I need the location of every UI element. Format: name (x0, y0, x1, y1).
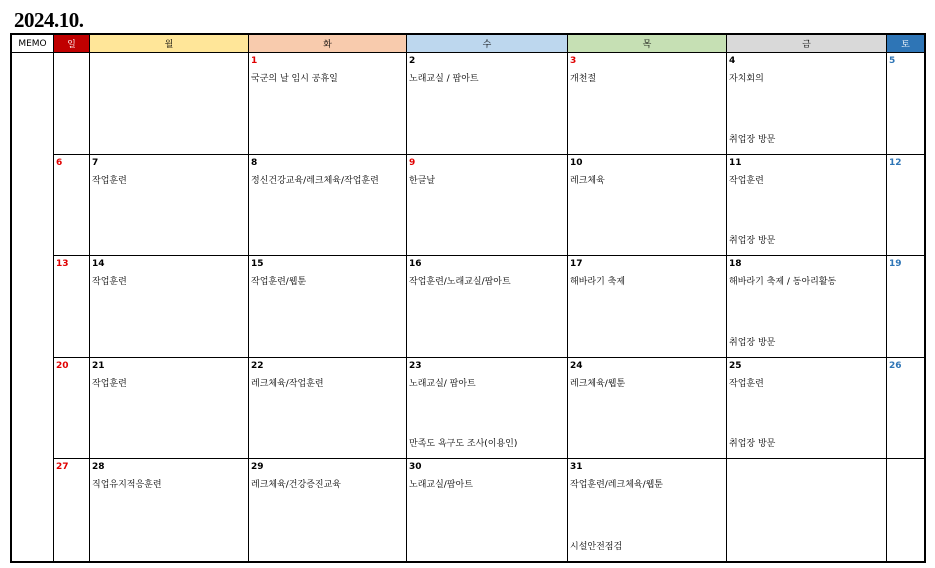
day-cell[interactable] (727, 155, 887, 257)
day-number: 21 (92, 360, 105, 371)
day-cell[interactable] (249, 358, 407, 460)
day-cell[interactable] (568, 358, 727, 460)
day-cell[interactable] (727, 358, 887, 460)
day-number: 18 (729, 259, 742, 270)
event-text: 해바라기 축제 (570, 277, 626, 288)
day-number: 22 (251, 360, 264, 371)
event-text: 개천절 (570, 74, 597, 84)
day-number: 15 (251, 259, 264, 270)
event-text: 작업훈련/웹툰 (251, 277, 307, 288)
day-cell[interactable] (90, 358, 249, 460)
day-cell[interactable] (568, 459, 727, 561)
day-number: 3 (570, 56, 577, 66)
day-cell[interactable] (90, 256, 249, 358)
day-number: 2 (409, 56, 416, 66)
day-cell[interactable] (887, 256, 924, 358)
day-number: 24 (570, 360, 583, 371)
event-text: 작업훈련 (92, 277, 127, 288)
event-text: 작업훈련 (92, 378, 127, 389)
day-cell[interactable] (407, 155, 568, 257)
day-cell[interactable] (568, 256, 727, 358)
day-number: 5 (889, 56, 896, 66)
header-wednesday: 수 (407, 35, 568, 53)
day-number: 30 (409, 462, 422, 473)
header-saturday: 토 (887, 35, 924, 53)
day-cell[interactable] (90, 459, 249, 561)
day-cell[interactable] (54, 53, 90, 155)
event-text-secondary: 시설안전점검 (570, 541, 623, 552)
day-cell[interactable] (90, 155, 249, 257)
page-title: 2024.10. (14, 8, 84, 32)
event-text: 정신건강교육/레크체육/작업훈련 (251, 175, 379, 186)
day-cell[interactable] (249, 459, 407, 561)
event-text: 작업훈련 (729, 378, 764, 389)
memo-header: MEMO (12, 35, 54, 53)
day-number: 16 (409, 259, 422, 270)
day-number: 29 (251, 462, 264, 473)
day-number: 14 (92, 259, 105, 270)
day-cell[interactable] (407, 459, 568, 561)
day-cell[interactable] (249, 256, 407, 358)
day-cell[interactable] (54, 256, 90, 358)
day-number: 26 (889, 360, 902, 371)
day-cell[interactable] (407, 358, 568, 460)
day-cell[interactable] (887, 459, 924, 561)
day-number: 7 (92, 157, 99, 168)
memo-column[interactable] (12, 53, 54, 561)
day-number: 1 (251, 56, 258, 66)
day-cell[interactable] (249, 155, 407, 257)
event-text: 작업훈련/노래교실/팝아트 (409, 277, 511, 288)
event-text: 자치회의 (729, 74, 764, 84)
header-thursday: 목 (568, 35, 727, 53)
day-cell[interactable] (54, 459, 90, 561)
event-text-secondary: 만족도 욕구도 조사(이용인) (409, 439, 518, 450)
header-friday: 금 (727, 35, 887, 53)
day-number: 25 (729, 360, 742, 371)
day-cell[interactable] (54, 155, 90, 257)
event-text: 레크체육/건강증진교육 (251, 480, 341, 491)
event-text: 작업훈련/레크체육/웹툰 (570, 480, 664, 491)
calendar-grid (12, 35, 924, 561)
event-text-secondary: 취업장 방문 (729, 337, 776, 348)
day-number: 27 (56, 462, 69, 473)
event-text: 노래교실/ 팝아트 (409, 378, 476, 389)
day-cell[interactable] (568, 53, 727, 155)
event-text-secondary: 취업장 방문 (729, 236, 776, 247)
day-cell[interactable] (90, 53, 249, 155)
day-cell[interactable] (887, 358, 924, 460)
event-text-secondary: 취업장 방문 (729, 134, 776, 145)
day-cell[interactable] (568, 155, 727, 257)
event-text-secondary: 취업장 방문 (729, 439, 776, 450)
day-number: 23 (409, 360, 422, 371)
day-number: 10 (570, 157, 583, 168)
event-text: 직업유지적응훈련 (92, 480, 162, 491)
day-number: 31 (570, 462, 583, 473)
event-text: 해바라기 축제 / 동아리활동 (729, 277, 837, 288)
day-cell[interactable] (54, 358, 90, 460)
calendar (10, 33, 926, 563)
event-text: 작업훈련 (729, 175, 764, 186)
day-number: 17 (570, 259, 583, 270)
header-tuesday: 화 (249, 35, 407, 53)
day-cell[interactable] (887, 155, 924, 257)
event-text: 한글날 (409, 175, 436, 186)
day-cell[interactable] (249, 53, 407, 155)
day-cell[interactable] (407, 256, 568, 358)
day-number: 8 (251, 157, 258, 168)
day-number: 6 (56, 157, 63, 168)
day-number: 12 (889, 157, 902, 168)
header-sunday: 일 (54, 35, 90, 53)
event-text: 작업훈련 (92, 175, 127, 186)
event-text: 노래교실/팝아트 (409, 480, 473, 491)
event-text: 레크체육/웹툰 (570, 378, 626, 389)
day-cell[interactable] (727, 256, 887, 358)
event-text: 레크체육 (570, 175, 605, 186)
day-number: 19 (889, 259, 902, 270)
day-number: 4 (729, 56, 736, 66)
day-cell[interactable] (727, 459, 887, 561)
event-text: 레크체육/작업훈련 (251, 378, 324, 389)
event-text: 노래교실 / 팝아트 (409, 74, 479, 84)
day-number: 20 (56, 360, 69, 371)
day-cell[interactable] (407, 53, 568, 155)
header-monday: 월 (90, 35, 249, 53)
event-text: 국군의 날 임시 공휴일 (251, 74, 338, 84)
day-number: 11 (729, 157, 742, 168)
day-cell[interactable] (727, 53, 887, 155)
day-number: 28 (92, 462, 105, 473)
day-cell[interactable] (887, 53, 924, 155)
day-number: 13 (56, 259, 69, 270)
day-number: 9 (409, 157, 416, 168)
